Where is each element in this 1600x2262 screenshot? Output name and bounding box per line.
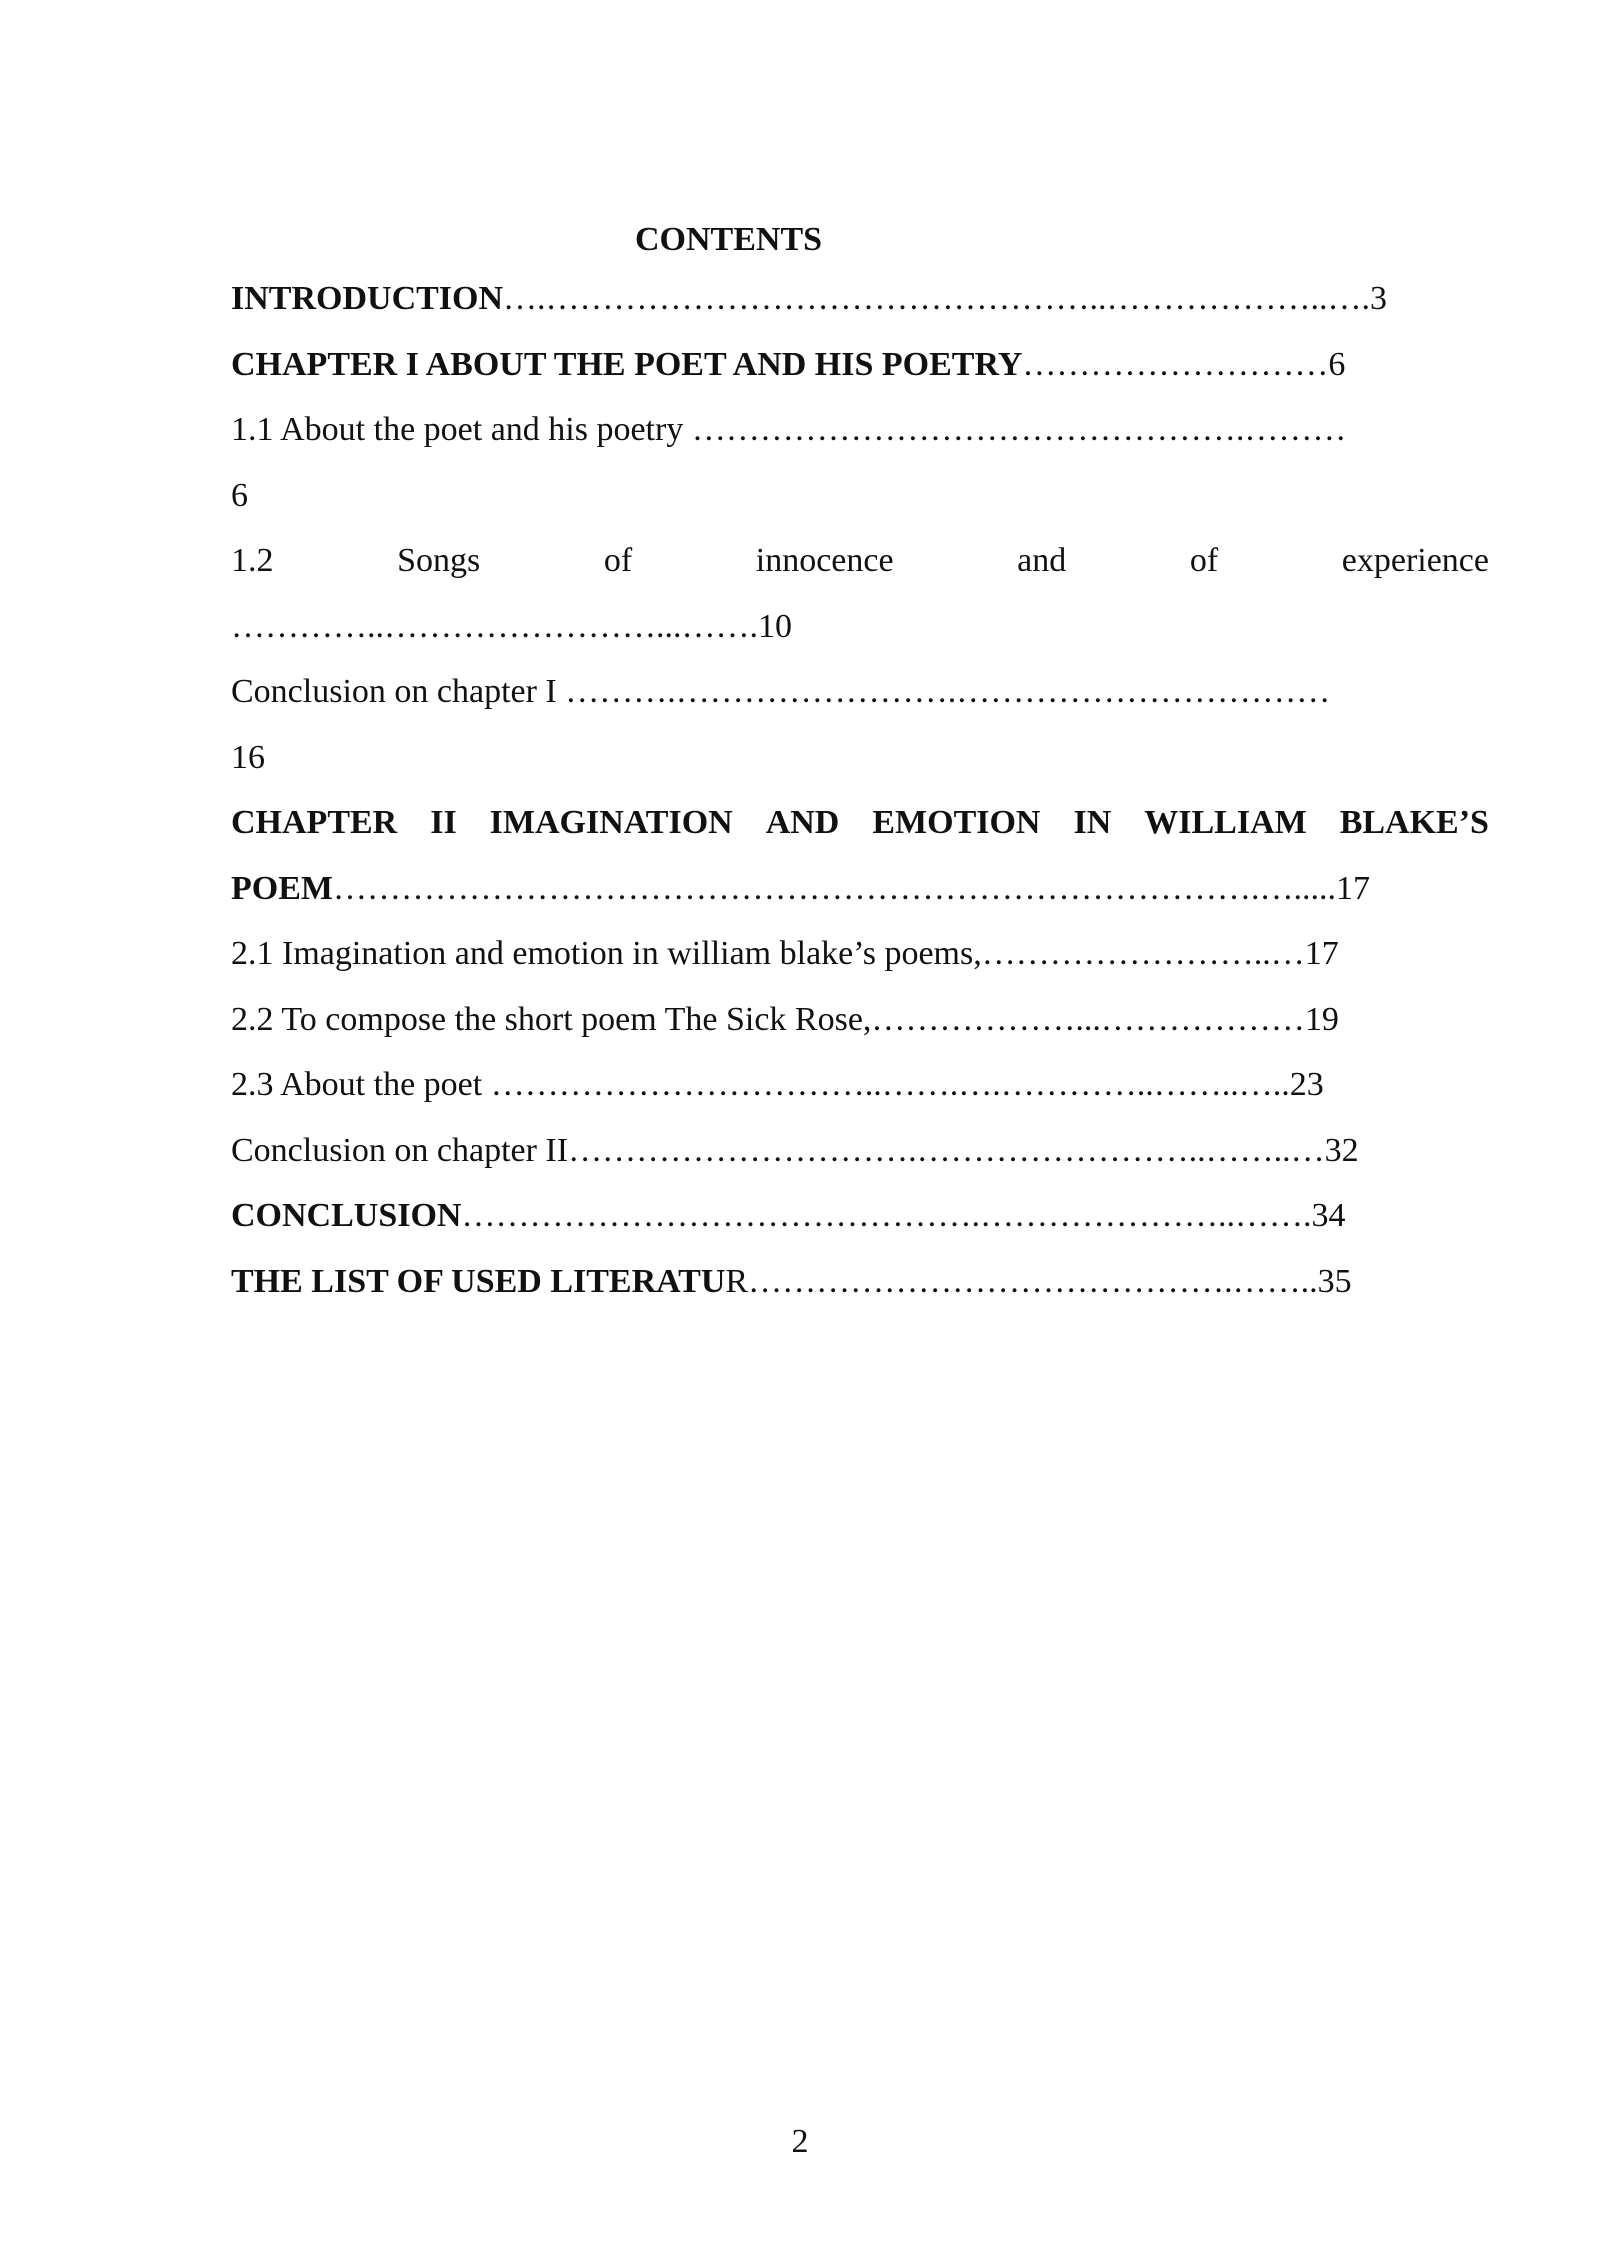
toc-text: 16 bbox=[231, 738, 265, 776]
toc-line bbox=[231, 856, 1489, 922]
toc-text: 2.3 About the poet ……………………………..…….….…………..……..…..23 bbox=[231, 1066, 1324, 1103]
toc-word: AND bbox=[765, 804, 840, 841]
toc-word: II bbox=[430, 804, 457, 841]
toc-text: 2.2 To compose the short poem The Sick Rose,………………...………………19 bbox=[231, 1000, 1339, 1038]
toc-word: of bbox=[1189, 542, 1219, 579]
toc-word: and bbox=[1017, 542, 1067, 579]
toc-line bbox=[231, 266, 1489, 332]
toc-text: …………..……………………...…….10 bbox=[231, 607, 792, 645]
toc-word: CHAPTER bbox=[231, 804, 398, 841]
toc-heading-text: CONCLUSION bbox=[231, 1197, 462, 1234]
toc-text: ……………………………………………………………………….….....17 bbox=[332, 869, 1370, 907]
toc-word: Songs bbox=[397, 542, 481, 579]
toc-heading-text: POEM bbox=[231, 869, 333, 907]
toc-line bbox=[231, 1249, 1489, 1315]
toc-lines bbox=[231, 266, 1489, 1314]
toc-text: 2.1 Imagination and emotion in william blake’s poems,……………………..…17 bbox=[231, 935, 1339, 972]
toc-text: 6 bbox=[231, 476, 248, 514]
contents-title: CONTENTS bbox=[635, 221, 823, 258]
toc-text: 1.1 About the poet and his poetry ………………………………………….……… bbox=[231, 411, 1347, 448]
toc-line bbox=[231, 1052, 1489, 1118]
toc-word: IN bbox=[1073, 804, 1112, 841]
toc-word: WILLIAM bbox=[1144, 804, 1307, 841]
page-number: 2 bbox=[791, 2123, 809, 2160]
toc-line bbox=[231, 1118, 1489, 1184]
toc-word: 1.2 bbox=[231, 542, 274, 579]
toc-line bbox=[231, 463, 1489, 529]
toc-line bbox=[231, 332, 1489, 398]
toc-line bbox=[231, 397, 1489, 463]
toc-line bbox=[231, 528, 1489, 594]
toc-text: R…………………………………….……..35 bbox=[725, 1262, 1352, 1300]
toc-line bbox=[231, 594, 1489, 660]
toc-text: Conclusion on chapter II………………………….……………………..……..…32 bbox=[231, 1131, 1359, 1169]
toc-word: experience bbox=[1341, 542, 1489, 579]
toc-text: ……………………………………….…………………..…….34 bbox=[461, 1197, 1346, 1234]
toc-heading-text: INTRODUCTION bbox=[231, 280, 504, 317]
toc-text: Conclusion on chapter I ……….…………………….…………………………… bbox=[231, 673, 1331, 710]
toc-line bbox=[231, 1183, 1489, 1249]
toc-text: ………………………6 bbox=[1022, 345, 1346, 383]
toc-line bbox=[231, 659, 1489, 725]
toc-line bbox=[231, 987, 1489, 1053]
toc-line bbox=[231, 790, 1489, 856]
toc-word: innocence bbox=[755, 542, 894, 579]
toc-word: of bbox=[603, 542, 633, 579]
toc-word: EMOTION bbox=[872, 804, 1041, 841]
toc-heading-text: CHAPTER I ABOUT THE POET AND HIS POETRY bbox=[231, 345, 1023, 383]
toc-word: IMAGINATION bbox=[489, 804, 733, 841]
toc-text: ….…………………………………………..………………..….3 bbox=[503, 280, 1388, 317]
toc-line bbox=[231, 921, 1489, 987]
toc-word: BLAKE’S bbox=[1339, 804, 1489, 841]
toc-heading-text: THE LIST OF USED LITERATU bbox=[231, 1262, 726, 1300]
table-of-contents bbox=[231, 214, 1489, 1314]
toc-line bbox=[231, 725, 1489, 791]
